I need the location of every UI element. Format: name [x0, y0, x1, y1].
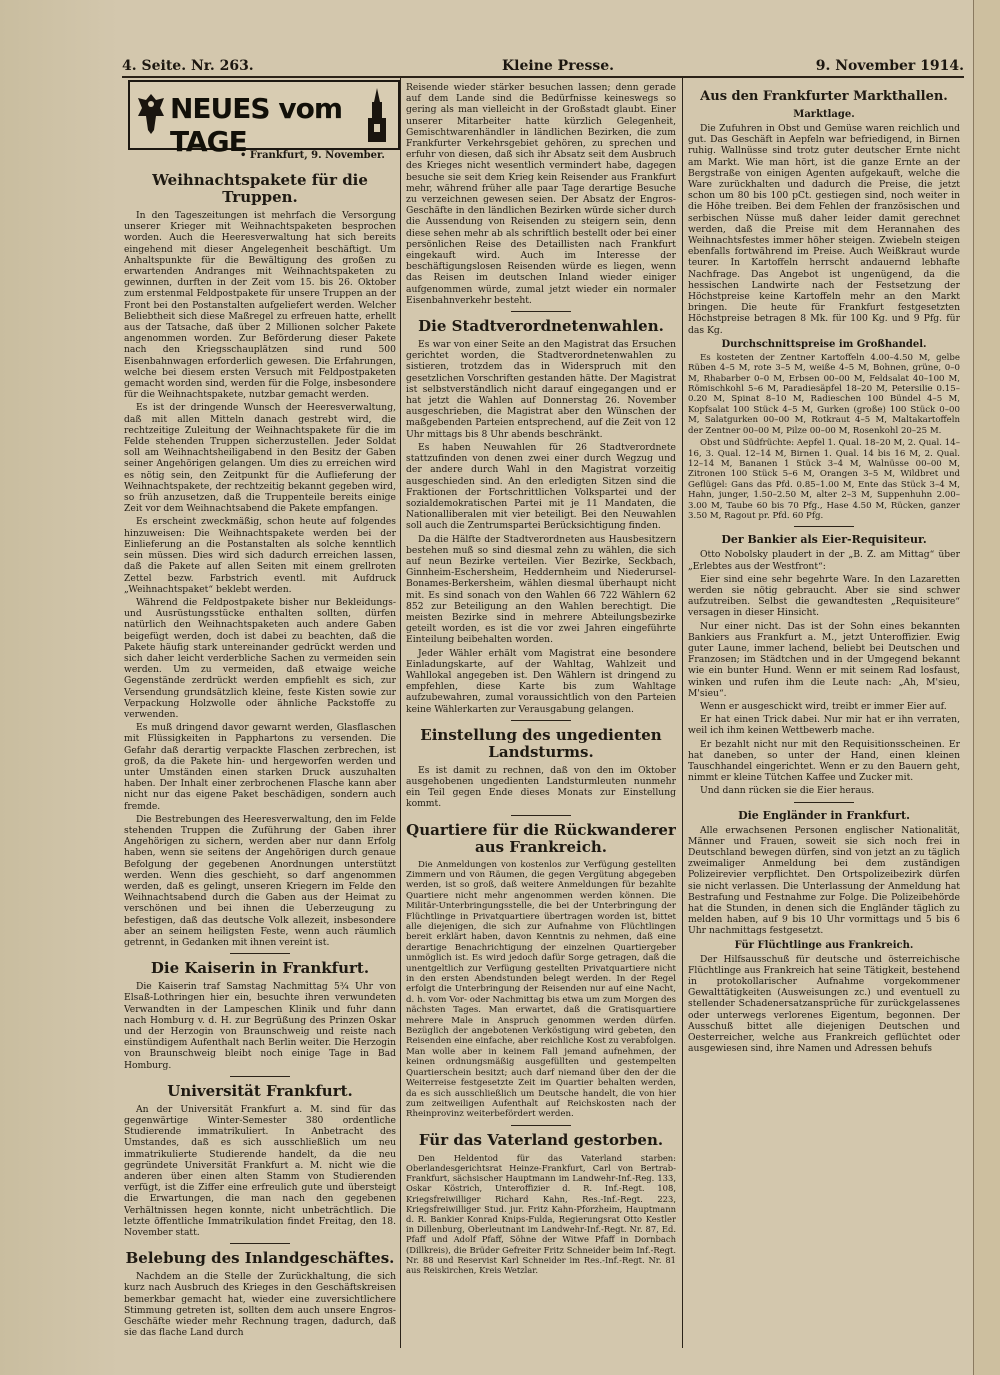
article-paragraph: Die Anmeldungen von kostenlos zur Verfügung gestellten Zimmern und von Räumen, die gegen Vergütung abgegeben werden, ist so groß, daß weitere Anmeldungen für bezahlte Quartiere nicht mehr angenommen werden können. Die Militär-Unterbringungsstelle, die bei der Unterbringung der Flüchtlinge in Privatquartiere übertragen worden ist, bittet alle diejenigen, die sich zur Aufnahme von Flüchtlingen bereit erklärt haben, davon Kenntnis zu nehmen, daß eine derartige Benachrichtigung der einzelnen Quartiergeber unmöglich ist. Es wird jedoch dafür Sorge getragen, daß die unentgeltlich zur Verfügung gestellten Privatquartiere nicht in den ersten Abendstunden belegt werden. In der Regel erfolgt die Unterbringung der Reisenden nur auf eine Nacht, d. h. vom Vor- oder Nachmittag bis etwa um zum Morgen des nächsten Tages. Man erwartet, daß die Gratisquartiere mehrere Male in Anspruch genommen werden dürfen. Bezüglich der angebotenen Verköstigung wird gebeten, den Reisenden eine einfache, aber reichliche Kost zu verabfolgen. Man wolle aber in keinem Fall jemand aufnehmen, der keinen ordnungsmäßig ausgefüllten und gestempelten Quartierschein besitzt; auch darf niemand über den der die Weiterreise festgesetzte Zeit im Quartier behalten werden, da es sich ausschließlich um Deutsche handelt, die von hier zum zeitweiligen Aufenthalt auf Reichskosten nach der Rheinprovinz weiterbefördert werden.: [406, 859, 676, 1120]
column-1: [124, 166, 396, 1346]
headline-markthallen: Aus den Frankfurter Markthallen.: [700, 89, 948, 104]
article-paragraph: Es ist der dringende Wunsch der Heeresverwaltung, daß mit allen Mitteln danach gestrebt wird, die rechtzeitige Zuleitung der Weihnachtspakete für die im Felde stehenden Truppen sicherzustellen. Jeder Soldat soll am Weihnachtsheiligabend in den Besitz der Gaben seiner Angehörigen gelangen. Um dies zu erreichen wird es nötig sein, den Zeitpunkt für die Auflieferung der Weihnachtspakete, der rechtzeitig bekannt gegeben wird, so früh anzusetzen, daß die Truppenteile bereits einige Zeit vor dem Weihnachtsabend die Pakete empfangen.: [124, 402, 396, 515]
subheadline-fluechtlinge: Für Flüchtlinge aus Frankreich.: [734, 939, 914, 951]
eagle-emblem-icon: [136, 90, 166, 136]
headline-quartiere: Quartiere für die Rückwanderer aus Frankreich.: [406, 820, 676, 856]
article-paragraph: Die Bestrebungen des Heeresverwaltung, den im Felde stehenden Truppen die Zuführung der Gaben ihrer Angehörigen zu sichern, werden aber nur dann Erfolg haben, wenn sie seitens der Angehörigen durch genaue Befolgung der gegebenen Anordnungen unterstützt werden. Wenn dies geschieht, so darf angenommen werden, daß es gelingt, unseren Kriegern im Felde den Weihnachtsabend durch die Gaben aus der Heimat zu verschönen und bei ihnen die Ueberzeugung zu befestigen, daß das deutsche Volk allezeit, insbesondere aber an seinem heiligsten Feste, wenn auch räumlich getrennt, in Gedanken mit ihnen vereint ist.: [124, 813, 396, 948]
column-2: [406, 82, 676, 1346]
adjacent-page-strip: [973, 0, 1000, 1375]
article-paragraph: Die Kaiserin traf Samstag Nachmittag 5¾ Uhr von Elsaß-Lothringen hier ein, besuchte ihren verwundeten Verwandten in der Lampeschen Klinik und fuhr dann nach Homburg v. d. H. zur Begrüßung des Prinzen Oskar und der Herzogin von Braunschweig und reiste nach einstündigem Aufenthalt nach Berlin weiter. Die Herzogin von Braunschweig bleibt noch einige Tage in Bad Homburg.: [124, 981, 396, 1071]
article-paragraph: Es ist damit zu rechnen, daß von den im Oktober ausgehobenen ungedienten Landsturmleuten nunmehr ein Teil gegen Ende dieses Monats zur Einstellung kommt.: [406, 764, 676, 810]
section-divider: [230, 1243, 290, 1244]
headline-vaterland: Für das Vaterland gestorben.: [418, 1130, 664, 1149]
article-paragraph: Nachdem an die Stelle der Zurückhaltung, die sich kurz nach Ausbruch des Krieges in den Geschäftskreisen bemerkbar gemacht hat, wieder eine zuversichtlichere Stimmung getreten ist, sollten dem auch unsere Engros-Geschäfte wieder mehr Rechnung tragen, dadurch, daß sie das flache Land durch: [124, 1271, 396, 1339]
header-rule: [122, 76, 964, 78]
masthead-title: NEUES vom TAGE: [170, 92, 343, 158]
headline-weihnachtspakete: Weihnachtspakete für die Truppen.: [152, 171, 368, 206]
section-divider: [794, 802, 854, 803]
article-paragraph: Er hat einen Trick dabei. Nur mir hat er ihn verraten, weil ich ihm keinen Wettbewerb mache.: [688, 714, 960, 737]
article-paragraph: Und dann rücken sie die Eier heraus.: [700, 785, 875, 797]
page-binding-edge: [0, 0, 118, 1375]
headline-englaender: Die Engländer in Frankfurt.: [738, 808, 910, 822]
section-divider: [230, 1076, 290, 1077]
cathedral-tower-icon: [364, 88, 390, 142]
article-paragraph: An der Universität Frankfurt a. M. sind für das gegenwärtige Winter-Semester 380 ordentliche Studierende immatrikuliert. In Anbetracht des Umstandes, daß es sich ausschließlich um neu immatrikulierte Studierende handelt, da die neu gegründete Universität Frankfurt a. M. nicht wie die anderen über einen alten Stamm von Studierenden verfügt, ist die Ziffer eine erfreulich gute und übersteigt die Erwartungen, die man nach den gegebenen Verhältnissen hegen konnte, nicht unbeträchtlich. Die letzte öffentliche Immatrikulation findet Freitag, den 18. November statt.: [124, 1103, 396, 1239]
article-paragraph: Es muß dringend davor gewarnt werden, Glasflaschen mit Flüssigkeiten in Papphartons zu versenden. Die Gefahr daß derartig verpackte Flaschen zerbrechen, ist groß, da die Pakete hin- und hergeworfen werden und unter Umständen einen starken Druck auszuhalten haben. Der Inhalt einer zerbrochenen Flasche kann aber nicht nur das eigene Paket beschädigen, sondern auch fremde.: [124, 722, 396, 812]
header-page-number: 4. Seite. Nr. 263.: [122, 58, 254, 74]
section-divider: [794, 526, 854, 527]
section-divider: [511, 720, 571, 721]
headline-universitaet: Universität Frankfurt.: [167, 1081, 353, 1100]
article-paragraph: Otto Nobolsky plaudert in der „B. Z. am Mittag“ über „Erlebtes aus der Westfront“:: [688, 549, 960, 572]
article-paragraph: Während die Feldpostpakete bisher nur Bekleidungs- und Ausrüstungsstücke enthalten sollten, dürfen natürlich den Weihnachtspaketen auch andere Gaben beigefügt werden, doch ist dabei zu beachten, daß die Pakete häufig stark untereinander gedrückt werden und sich daher leicht verderbliche Sachen zu vermeiden sein werden. Um zu vermeiden, daß etwaige weiche Gegenstände zerdrückt werden empfiehlt es sich, zur Versendung grundsätzlich kleine, feste Kisten sowie zur Verpackung Holzwolle oder ähnliche Packstoffe zu verwenden.: [124, 596, 396, 720]
column-rule-2: [682, 78, 683, 1348]
article-paragraph: Jeder Wähler erhält vom Magistrat eine besondere Einladungskarte, auf der Wahltag, Wahlzeit und Wahllokal angegeben ist. Den Wählern ist dringend zu empfehlen, diese Karte bis zum Wahltage aufzubewahren, zumal voraussichtlich von den Parteien keine Wählerkarten zur Verausgabung gelangen.: [406, 647, 676, 715]
article-paragraph: Wenn er ausgeschickt wird, treibt er immer Eier auf.: [700, 701, 947, 712]
section-divider: [511, 311, 571, 312]
article-paragraph: Da die Hälfte der Stadtverordneten aus Hausbesitzern bestehen muß so sind diesmal zehn zu wählen, die sich auf neun Bezirke verteilen. Vier Bezirke, Seckbach, Ginnheim-Eschersheim, Heddernheim und Niederursel-Bonames-Berkersheim, wählen diesmal überhaupt nicht mit. Es sind sonach von den Wahlen 66 722 Wählern 62 852 zur Beteiligung an den Wahlen berechtigt. Die meisten Bezirke sind in mehrere Abteilungsbezirke geteilt worden, es ist die vor zwei Jahren eingeführte Einteilung beibehalten worden.: [406, 533, 676, 646]
headline-landsturm: Einstellung des ungedienten Landsturms.: [420, 725, 662, 761]
header-date: 9. November 1914.: [815, 58, 964, 74]
headline-stadtverordnetenwahlen: Die Stadtverordnetenwahlen.: [418, 317, 664, 336]
article-paragraph: Es war von einer Seite an den Magistrat das Ersuchen gerichtet worden, die Stadtverordnetenwahlen zu sistieren, trotzdem das in Widerspruch mit den gesetzlichen Vorschriften gestanden hätte. Der Magistrat ist selbstverständlich nicht darauf eingegangen und er hat jetzt die Wahlen auf Donnerstag 26. November ausgeschrieben, die Magistrat aber den Wünschen der maßgebenden Parteien entsprechend, auf die Zeit von 12 Uhr mittags bis 8 Uhr abends beschränkt.: [406, 339, 676, 440]
section-divider: [230, 953, 290, 954]
article-paragraph: Es erscheint zweckmäßig, schon heute auf folgendes hinzuweisen: Die Weihnachtspakete werden bei der Einlieferung an die Postanstalten als solche kenntlich sein müssen. Dies wird sich dadurch erreichen lassen, daß die Pakete auf allen Seiten mit einem grellroten Zettel bezw. Farbstrich eventl. mit Aufdruck „Weihnachtspaket“ beklebt werden.: [124, 516, 396, 595]
section-divider: [511, 1125, 571, 1126]
article-paragraph: Es haben Neuwahlen für 26 Stadtverordnete stattzufinden von denen zwei einer durch Wegzug und der andere durch Wahl in den Magistrat vorzeitig ausgeschieden sind. An den erledigten Sitzen sind die Fraktionen der Fortschrittlichen Volkspartei und der sozialdemokratischen Partei mit je 11 Mandaten, die Nationalliberalen mit vier beteiligt. Bei den Neuwahlen soll auch die Zentrumspartei Berücksichtigung finden.: [406, 441, 676, 532]
article-paragraph: Er bezahlt nicht nur mit den Requisitionsscheinen. Er hat daneben, so unter der Hand, einen kleinen Tauschhandel eingerichtet. Wenn er zu den Bauern geht, nimmt er kleine Tütchen Kaffee und Zucker mit.: [688, 738, 960, 784]
article-paragraph: In den Tageszeitungen ist mehrfach die Versorgung unserer Krieger mit Weihnachtspaketen besprochen worden. Auch die Heeresverwaltung hat sich bereits eingehend mit dieser Angelegenheit beschäftigt. Um Anhaltspunkte für die Bewältigung des großen zu erwartenden Andranges mit Weihnachtspaketen zu gewinnen, durften in der Zeit vom 15. bis 26. Oktober zum erstenmal Feldpostpakete für unsere Truppen an der Front bei den Postanstalten aufgeliefert werden. Welcher Beliebtheit sich diese Maßregel zu erfreuen hatte, erhellt aus der Tatsache, daß über 2 Millionen solcher Pakete angenommen worden. Zur Beförderung dieser Pakete nach den Kriegsschauplätzen sind rund 500 Eisenbahnwagen erforderlich gewesen. Die Erfahrungen, welche bei diesem ersten Versuch mit Feldpostpaketen gemacht worden sind, werden für die Folge, insbesondere für die Weihnachtspakete, nutzbar gemacht werden.: [124, 210, 396, 401]
dateline: • Frankfurt, 9. November.: [240, 150, 385, 161]
subheadline-durchschnittspreise: Durchschnittspreise im Großhandel.: [721, 338, 927, 350]
page-header: [122, 54, 964, 78]
article-paragraph: Obst und Südfrüchte: Aepfel 1. Qual. 18–20 M, 2. Qual. 14–16, 3. Qual. 12–14 M, Birnen 1. Qual. 14 bis 16 M, 2. Qual. 12–14 M, Bananen 1 Stück 3–4 M, Walnüsse 00–00 M, Zitronen 100 Stück 5–6 M, Orangen 3–5 M, Wildbret und Geflügel: Gans das Pfd. 0.85–1.00 M, Ente das Stück 3–4 M, Hahn, junger, 1.50–2.50 M, alter 2–3 M, Suppenhuhn 2.00–3.00 M, Taube 60 bis 70 Pfg., Hase 4.50 M, Rücken, ganzer 3.50 M, Ragout pr. Pfd. 60 Pfg.: [688, 438, 960, 521]
article-paragraph: Reisende wieder stärker besuchen lassen; denn gerade auf dem Lande sind die Bedürfnisse keineswegs so gering als man vielleicht in der Großstadt glaubt. Einer unserer Mitarbeiter hatte kürzlich Gelegenheit, Gemischtwarenhändler in ländlichen Bezirken, die zum Frankfurter Verkehrsgebiet gehören, zu sprechen und erfuhr von diesen, daß sich ihr Absatz seit dem Ausbruch des Krieges nicht wesentlich vermindert habe, dagegen besuche sie seit dem Krieg kein Reisender aus Frankfurt mehr, während früher alle paar Tage derartige Besuche zu verzeichnen gewesen seien. Der Absatz der Engros-Geschäfte in den ländlichen Bezirken würde sicher durch die Aussendung von Reisenden zu steigern sein, denn diese sehen mehr ab als schriftlich bestellt oder bei einer persönlichen Reise des Detaillisten nach Frankfurt eingekauft wird. Auch im Interesse der beschäftigungslosen Reisenden würde es liegen, wenn das Reisen im deutschen Inland wieder einiger aufgenommen würde, zumal jetzt wieder ein normaler Eisenbahnverkehr besteht.: [406, 82, 676, 306]
article-paragraph: Nur einer nicht. Das ist der Sohn eines bekannten Bankiers aus Frankfurt a. M., jetzt Unteroffizier. Ewig guter Laune, immer lachend, beliebt bei Deutschen und Franzosen; im Städtchen und in der Umgegend bekannt wie ein bunter Hund. Wenn er mit seinem Rad losfaust, winken und rufen ihm die Leute nach: „Ah, M'sieu, M'sieu“.: [688, 620, 960, 699]
header-paper-name: Kleine Presse.: [502, 58, 615, 74]
headline-inlandgeschaeft: Belebung des Inlandgeschäftes.: [125, 1249, 395, 1268]
headline-kaiserin: Die Kaiserin in Frankfurt.: [150, 959, 370, 978]
section-divider: [511, 815, 571, 816]
article-paragraph: Der Hilfsausschuß für deutsche und österreichische Flüchtlinge aus Frankreich hat seine Tätigkeit, bestehend in protokollarischer Aufnahme vorgekommener Gewalttätigkeiten (Ausweisungen zc.) und eventuell zu stellender Schadenersatzansprüche für zurückgelassenes oder unterwegs verlorenes Eigentum, begonnen. Der Ausschuß bittet alle diejenigen Deutschen und Oesterreicher, welche aus Frankreich geflüchtet oder ausgewiesen sind, ihre Namen und Adressen behufs: [688, 953, 960, 1055]
subheadline-marktlage: Marktlage.: [793, 109, 855, 120]
headline-bankier: Der Bankier als Eier-Requisiteur.: [721, 533, 927, 547]
column-rule-1: [400, 78, 401, 1348]
article-paragraph: Es kosteten der Zentner Kartoffeln 4.00–4.50 M, gelbe Rüben 4–5 M, rote 3–5 M, weiße 4–5 M, Bohnen, grüne, 0–0 M, Rhabarber 0–0 M, Erbsen 00–00 M, Feldsalat 40–100 M, Römischkohl 5–6 M, Paradiesäpfel 18–20 M, Petersilie 0.15–0.20 M, Spinat 8–10 M, Radieschen 100 Bündel 4–5 M, Kopfsalat 100 Stück 4–5 M, Gurken (große) 100 Stück 0–00 M, Salatgurken 00–00 M, Rotkraut 4–5 M, Maltakartoffeln der Zentner 00–00 M, Pilze 00–00 M, Rosenkohl 20–25 M.: [688, 352, 960, 436]
article-paragraph: Die Zufuhren in Obst und Gemüse waren reichlich und gut. Das Geschäft in Aepfeln war befriedigend, in Birnen ruhig. Wallnüsse sind trotz guter deutscher Ernte nicht am Markt. Wie man hört, ist die ganze Ernte an der Bergstraße von einigen Agenten aufgekauft, welche die Ware zurückhalten und dadurch die Preise, die jetzt schon um 80 bis 100 pCt. gestiegen sind, noch weiter in die Höhe treiben. Bei dem Fehlen der französischen und serbischen Nüsse muß daher leider damit gerechnet werden, daß die Preise mit dem Herannahen des Weihnachtsfestes immer höher steigen. Zwiebeln steigen ebenfalls fortwährend im Preise. Auch Weißkraut wurde teurer. In Kartoffeln herrscht andauernd lebhafte Nachfrage. Das Angebot ist ungenügend, da die hessischen Landwirte nach der Festsetzung der Höchstpreise keine Kartoffeln mehr an den Markt bringen. Die heute für Frankfurt festgesetzten Höchstpreise betragen 8 Mk. für 100 Kg. und 9 Pfg. für das Kg.: [688, 123, 960, 336]
article-paragraph: Den Heldentod für das Vaterland starben: Oberlandesgerichtsrat Heinze-Frankfurt, Carl von Bertrab-Frankfurt, sächsischer Hauptmann im Landwehr-Inf.-Reg. 133, Oskar Köstrich, Unteroffizier d. R. Inf.-Regt. 108, Kriegsfreiwilliger Richard Kahn, Res.-Inf.-Regt. 223, Kriegsfreiwilliger Stud. jur. Fritz Kahn-Pforzheim, Hauptmann d. R. Bankier Konrad Knips-Fulda, Regierungsrat Otto Kestler in Dillenburg, Oberleutnant im Landwehr-Inf.-Regt. Nr. 87, Ed. Pfaff und Adolf Pfaff, Söhne der Witwe Pfaff in Dornbach (Dillkreis), die Brüder Gefreiter Fritz Schneider beim Inf.-Regt. Nr. 88 und Reservist Karl Schneider im Res.-Inf.-Regt. Nr. 81 aus Reiskirchen, Kreis Wetzlar.: [406, 1152, 676, 1275]
article-paragraph: Eier sind eine sehr begehrte Ware. In den Lazaretten werden sie nötig gebraucht. Aber sie sind schwer aufzutreiben. Selbst die gewandtesten „Requisiteure“ versagen in dieser Hinsicht.: [688, 573, 960, 619]
article-paragraph: Alle erwachsenen Personen englischer Nationalität, Männer und Frauen, soweit sie sich noch frei in Deutschland bewegen dürfen, sind von jetzt an zu täglich zweimaliger Anmeldung bei dem zuständigen Polizeirevier verpflichtet. Den Ortspolizeibezirk dürfen sie nicht verlassen. Die Unterlassung der Anmeldung hat Bestrafung und Festnahme zur Folge. Die Polizeibehörde hat die Stunden, in denen sich die Engländer täglich zu melden haben, auf 9 bis 10 Uhr vormittags und 5 bis 6 Uhr nachmittags festgesetzt.: [688, 824, 960, 937]
column-3: [688, 82, 960, 1346]
